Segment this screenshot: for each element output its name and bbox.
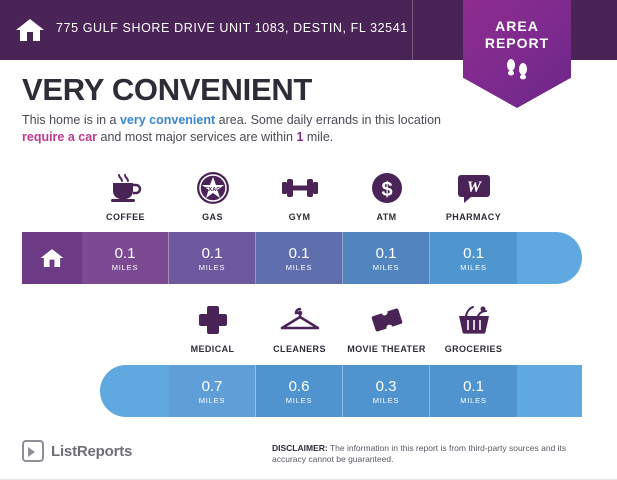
disclaimer-label: DISCLAIMER: <box>272 443 328 453</box>
distance-value: 0.1 <box>463 377 484 395</box>
distance-unit: MILES <box>285 395 313 405</box>
amenity-label: GYM <box>288 212 311 222</box>
badge-label <box>463 18 571 52</box>
clothes-hanger-icon <box>256 300 343 340</box>
distance-unit: MILES <box>111 262 139 272</box>
distance-cell-atm <box>343 232 430 284</box>
amenity-atm <box>343 168 430 222</box>
page-subtitle <box>22 112 442 146</box>
distance-cell-cleaners <box>256 365 343 417</box>
distance-cell-groceries <box>430 365 517 417</box>
walgreens-w-icon <box>430 168 517 208</box>
distance-value: 0.1 <box>201 244 223 262</box>
area-report-badge <box>463 0 571 108</box>
distance-bar-row-2 <box>100 365 582 417</box>
dumbbell-icon <box>256 168 343 208</box>
disclaimer <box>272 443 592 465</box>
amenity-label: MOVIE THEATER <box>347 344 426 354</box>
distance-unit: MILES <box>460 395 487 405</box>
movie-ticket-icon <box>343 300 430 340</box>
home-marker-icon <box>22 232 82 284</box>
badge-line-1: AREA <box>495 18 539 34</box>
amenity-icon-row-1 <box>82 168 517 222</box>
amenity-icon-row-2 <box>169 300 517 354</box>
listreports-logo-icon <box>22 440 44 462</box>
amenity-pharmacy <box>430 168 517 222</box>
amenity-gym <box>256 168 343 222</box>
distance-value: 0.1 <box>114 244 136 262</box>
amenity-label: GAS <box>202 212 223 222</box>
listreports-logo-text: ListReports <box>51 442 133 460</box>
distance-cell-pharmacy <box>430 232 517 284</box>
amenity-label: GROCERIES <box>444 344 503 354</box>
property-address: 775 GULF SHORE DRIVE UNIT 1083, DESTIN, FL 32541 <box>56 21 408 35</box>
disclaimer-text: The information in this report is from third-party sources and its accuracy cannot be guaranteed. <box>272 443 567 464</box>
distance-value: 0.7 <box>201 377 223 395</box>
distance-value: 0.3 <box>375 377 397 395</box>
amenity-medical <box>169 300 256 354</box>
amenity-label: COFFEE <box>106 212 145 222</box>
amenity-coffee <box>82 168 169 222</box>
amenity-gas <box>169 168 256 222</box>
amenity-movie-theater <box>343 300 430 354</box>
distance-cell-coffee <box>82 232 169 284</box>
distance-cell-movie-theater <box>343 365 430 417</box>
amenity-label: CLEANERS <box>273 344 326 354</box>
amenity-label: PHARMACY <box>445 212 502 222</box>
texaco-star-icon <box>169 168 256 208</box>
svg-text:$: $ <box>380 179 393 201</box>
amenity-label: ATM <box>376 212 397 222</box>
subtitle-highlight-require-car: require a car <box>22 130 98 144</box>
distance-unit: MILES <box>285 262 313 272</box>
coffee-cup-icon <box>82 168 169 208</box>
subtitle-part-1: This home is in a <box>22 113 120 127</box>
distance-value: 0.1 <box>375 244 397 262</box>
distance-unit: MILES <box>198 395 226 405</box>
distance-cell-gas <box>169 232 256 284</box>
distance-bar-row-1 <box>22 232 582 284</box>
distance-unit: MILES <box>460 262 487 272</box>
amenity-groceries <box>430 300 517 354</box>
distance-unit: MILES <box>198 262 226 272</box>
subtitle-part-4: mile. <box>303 130 334 144</box>
distance-value: 0.1 <box>463 244 484 262</box>
page-title: VERY CONVENIENT <box>22 72 313 107</box>
distance-cell-gym <box>256 232 343 284</box>
medical-cross-icon <box>169 300 256 340</box>
subtitle-highlight-miles: 1 <box>296 130 304 144</box>
listreports-logo <box>22 440 132 462</box>
svg-text:W: W <box>466 179 481 196</box>
dollar-coin-icon <box>343 168 430 208</box>
distance-unit: MILES <box>372 262 400 272</box>
grocery-basket-icon <box>430 300 517 340</box>
footprints-icon <box>463 58 571 85</box>
svg-text:TEXACO: TEXACO <box>201 187 224 193</box>
distance-value: 0.6 <box>288 377 310 395</box>
header-divider <box>412 0 413 60</box>
distance-value: 0.1 <box>288 244 310 262</box>
badge-shape <box>463 0 571 108</box>
badge-line-2: REPORT <box>484 35 550 51</box>
subtitle-part-2: area. Some daily errands in this location <box>215 113 441 127</box>
subtitle-highlight-convenient: very convenient <box>119 113 216 127</box>
home-icon <box>14 14 46 46</box>
amenity-label: MEDICAL <box>190 344 235 354</box>
subtitle-part-3: and most major services are within <box>97 130 297 144</box>
distance-cell-medical <box>169 365 256 417</box>
amenity-cleaners <box>256 300 343 354</box>
distance-unit: MILES <box>372 395 400 405</box>
